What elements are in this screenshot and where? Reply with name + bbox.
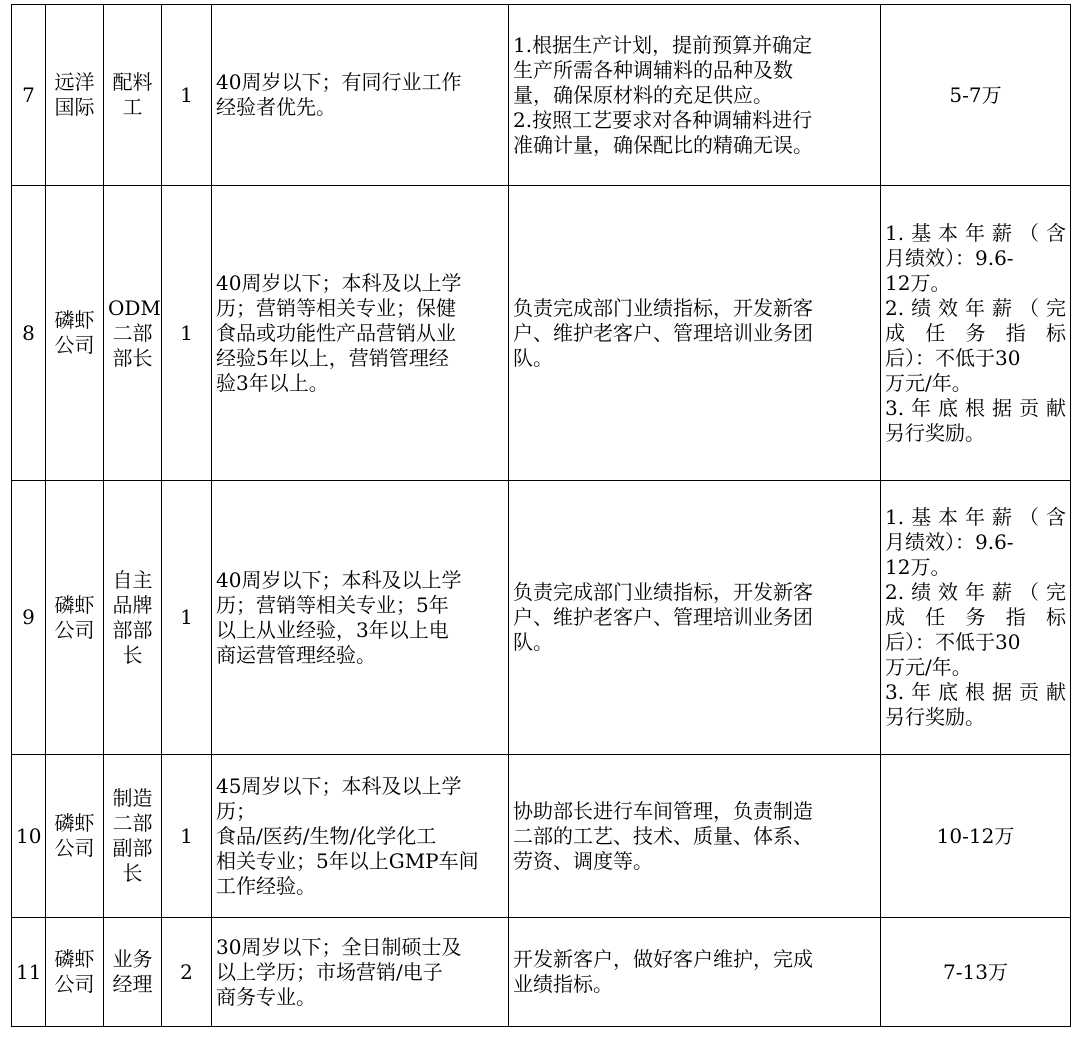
cell-salary [881,755,1071,918]
cell-line: 历；营销等相关专业；保健 [216,295,456,320]
cell-line: ODM [108,295,161,320]
cell-line: 磷虾 [54,811,95,835]
cell-number: 8 [12,186,46,481]
cell-headcount: 1 [162,481,212,755]
table-row [12,186,1071,481]
cell-salary [881,481,1071,755]
cell-line: 经理 [112,972,153,996]
cell-line: 30周岁以下；全日制硕士及 [216,934,462,959]
cell-line: 45周岁以下；本科及以上学 [216,773,462,798]
cell-line: 部长 [112,345,153,370]
cell-duties [509,481,881,755]
cell-line: 商务专业。 [216,984,316,1009]
cell-salary [881,186,1071,481]
cell-line: 二部 [112,320,153,345]
cell-line: 2.按照工艺要求对各种调辅料进行 [513,107,813,132]
table-row [12,918,1071,1027]
cell-line: 长 [122,861,143,885]
cell-line: 户、维护老客户、管理培训业务团 [513,320,813,345]
cell-position [104,918,162,1027]
cell-line: 副部 [112,836,153,860]
table-row [12,481,1071,755]
cell-headcount: 2 [162,918,212,1027]
cell-headcount: 1 [162,186,212,481]
cell-company [46,186,104,481]
cell-line: 相关专业；5年以上GMP车间 [216,848,479,873]
cell-line: 40周岁以下；本科及以上学 [216,567,462,592]
cell-company [46,918,104,1027]
cell-line: 磷虾 [54,592,95,617]
cell-line: 劳资、调度等。 [513,848,653,873]
cell-line: 负责完成部门业绩指标，开发新客 [513,295,813,320]
cell-line: 食品或功能性产品营销从业 [216,320,456,345]
cell-line: 二部的工艺、技术、质量、体系、 [513,823,813,848]
cell-line: 队。 [513,630,553,654]
cell-line: 后）：不低于30 [885,345,1021,370]
cell-number: 11 [12,918,46,1027]
cell-duties [509,186,881,481]
cell-line: 1.根据生产计划，提前预算并确定 [513,32,813,57]
cell-line: 队。 [513,345,553,370]
cell-requirements [212,755,509,918]
cell-line: 食品/医药/生物/化学化工 [216,823,437,848]
cell-line: 历； [216,798,256,823]
table-body [12,5,1071,1027]
cell-duties [509,5,881,186]
cell-line: 40周岁以下；有同行业工作 [216,70,462,94]
cell-line: 万元/年。 [885,655,972,679]
cell-salary [881,918,1071,1027]
cell-line: 验3年以上。 [216,370,329,395]
cell-line: 3.年底根据贡献 [885,680,1066,704]
cell-line: 工 [122,95,143,119]
cell-line: 另行奖励。 [885,705,985,729]
cell-line: 磷虾 [54,308,95,332]
cell-line: 公司 [54,972,95,996]
cell-line: 量，确保原材料的充足供应。 [513,82,773,107]
cell-company [46,481,104,755]
cell-line: 成任务指标 [885,605,1066,629]
table-row [12,755,1071,918]
cell-position [104,755,162,918]
cell-company [46,5,104,186]
cell-line: 公司 [54,333,95,357]
cell-line: 生产所需各种调辅料的品种及数 [513,57,793,82]
cell-line: 月绩效）：9.6- [885,245,1014,270]
cell-line: 历；营销等相关专业；5年 [216,592,449,617]
job-listing-table [11,4,1071,1027]
cell-position [104,481,162,755]
cell-line: 40周岁以下；本科及以上学 [216,270,462,295]
cell-line: 自主 [112,567,153,592]
cell-line: 12万。 [885,270,951,295]
cell-line: 磷虾 [54,947,95,971]
cell-line: 7-13万 [943,959,1008,984]
cell-requirements [212,5,509,186]
cell-requirements [212,186,509,481]
cell-position [104,186,162,481]
cell-line: 经验者优先。 [216,95,336,119]
cell-line: 业务 [112,947,153,971]
cell-line: 二部 [112,811,153,835]
cell-line: 5-7万 [949,82,1002,107]
cell-line: 2.绩效年薪（完 [885,580,1066,604]
cell-line: 制造 [112,786,153,810]
cell-number: 9 [12,481,46,755]
cell-line: 准确计量，确保配比的精确无误。 [513,132,813,157]
cell-line: 协助部长进行车间管理，负责制造 [513,798,813,823]
cell-duties [509,755,881,918]
cell-requirements [212,481,509,755]
cell-line: 成任务指标 [885,320,1066,345]
cell-line: 1.基本年薪（含 [885,220,1066,245]
cell-line: 10-12万 [936,823,1015,848]
cell-line: 配料 [112,70,153,94]
cell-number: 10 [12,755,46,918]
cell-line: 业绩指标。 [513,972,613,996]
cell-line: 12万。 [885,555,951,579]
cell-line: 商运营管理经验。 [216,642,376,667]
cell-line: 经验5年以上，营销管理经 [216,345,449,370]
cell-headcount: 1 [162,5,212,186]
cell-line: 万元/年。 [885,370,972,395]
cell-duties [509,918,881,1027]
cell-line: 公司 [54,617,95,642]
cell-headcount: 1 [162,755,212,918]
cell-line: 负责完成部门业绩指标，开发新客 [513,580,813,604]
cell-line: 部部 [112,617,153,642]
cell-requirements [212,918,509,1027]
cell-line: 月绩效）：9.6- [885,530,1014,554]
cell-company [46,755,104,918]
cell-line: 品牌 [112,592,153,617]
cell-position [104,5,162,186]
cell-line: 另行奖励。 [885,420,985,445]
cell-line: 以上从业经验，3年以上电 [216,617,449,642]
cell-line: 以上学历；市场营销/电子 [216,959,443,984]
cell-line: 后）：不低于30 [885,630,1021,654]
cell-line: 远洋 [54,70,95,94]
cell-line: 2.绩效年薪（完 [885,295,1066,320]
cell-line: 户、维护老客户、管理培训业务团 [513,605,813,629]
cell-line: 3.年底根据贡献 [885,395,1066,420]
cell-line: 1.基本年薪（含 [885,505,1066,529]
cell-line: 开发新客户，做好客户维护，完成 [513,947,813,971]
cell-salary [881,5,1071,186]
cell-line: 公司 [54,836,95,860]
cell-line: 国际 [54,95,95,119]
cell-line: 长 [122,642,143,667]
cell-line: 工作经验。 [216,873,316,898]
cell-number: 7 [12,5,46,186]
table-row [12,5,1071,186]
